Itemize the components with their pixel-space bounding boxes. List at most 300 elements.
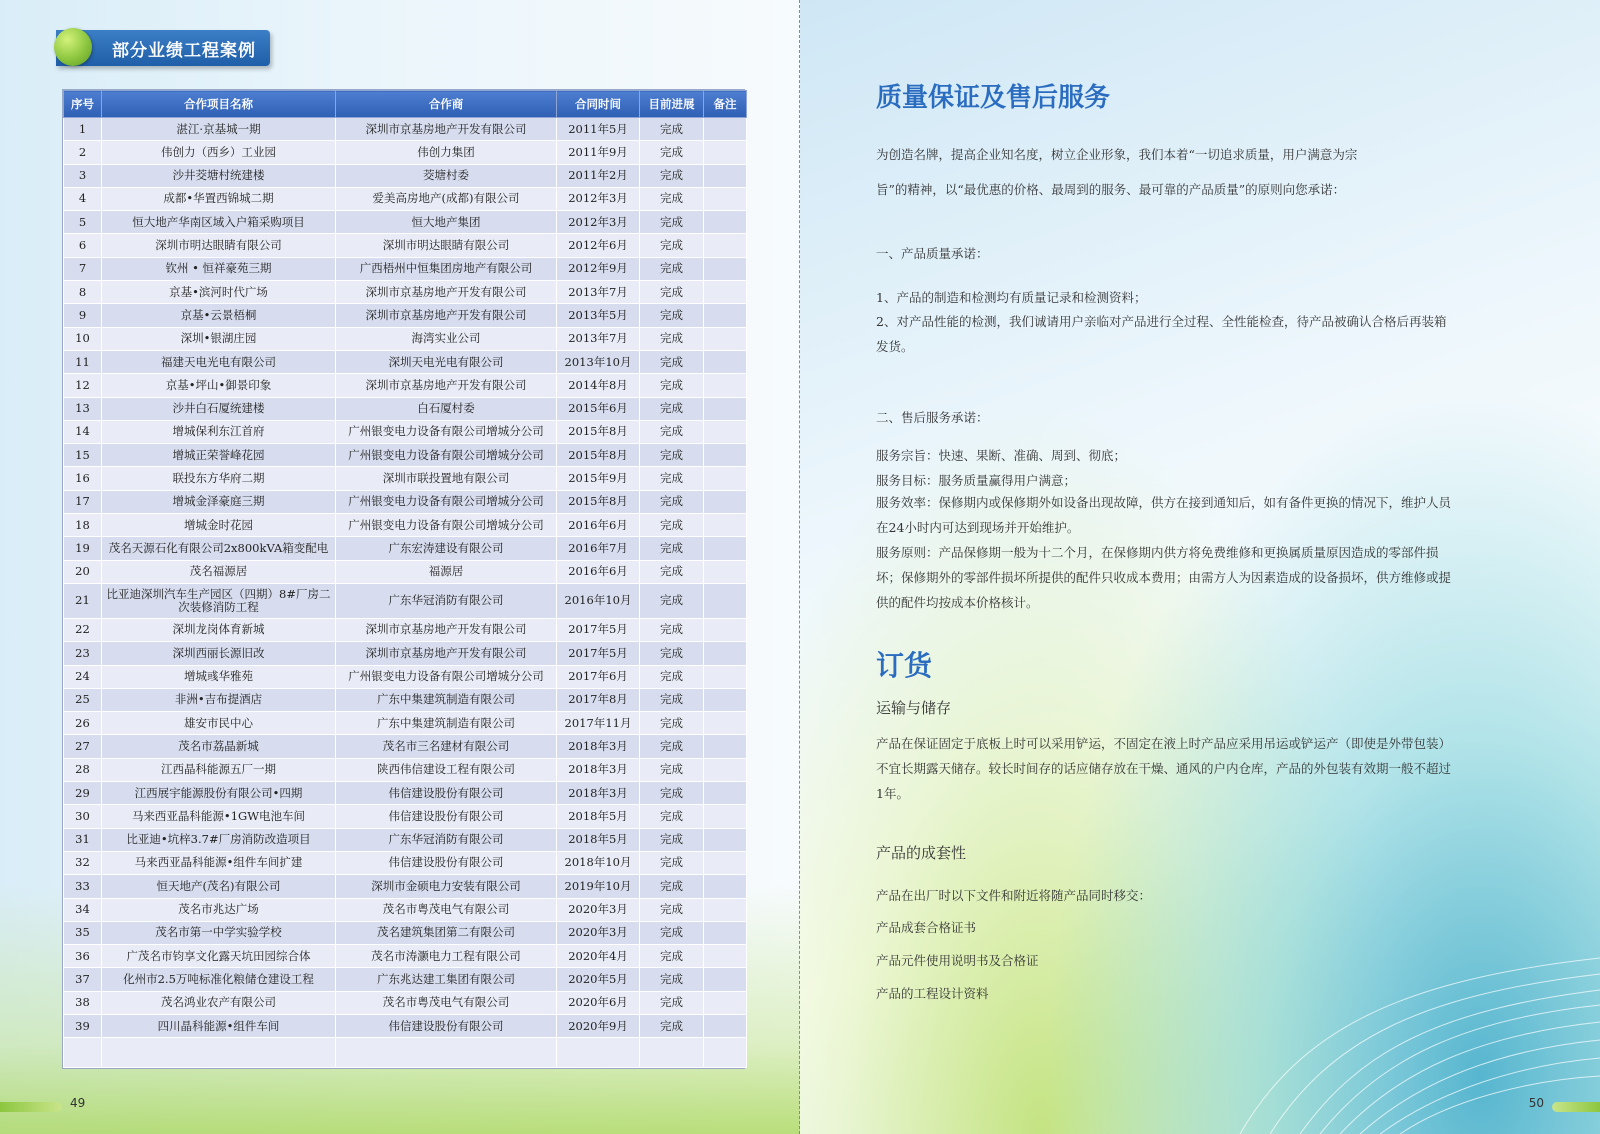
date-cell: 2015年8月 xyxy=(557,444,640,467)
remarks-cell xyxy=(704,921,747,944)
table-row xyxy=(64,921,747,944)
remarks-cell xyxy=(704,234,747,257)
service-principle: 服务原则：产品保修期一般为十二个月，在保修期内供方将免费维修和更换属质量原因造成的零部件损坏；保修期外的零部件损坏所提供的配件只收成本费用；由需方人为因素造成的设备损坏，供方维修或提供的配件均按成本价格核计。 xyxy=(876,545,1452,610)
index-cell: 32 xyxy=(64,851,102,874)
project-cell: 马来西亚晶科能源•1GW电池车间 xyxy=(102,805,336,828)
date-cell: 2017年5月 xyxy=(557,618,640,641)
empty-cell xyxy=(704,1038,747,1068)
remarks-cell xyxy=(704,642,747,665)
partner-cell: 茂名市粤茂电气有限公司 xyxy=(336,898,557,921)
partner-cell: 伟信建设股份有限公司 xyxy=(336,805,557,828)
table-row xyxy=(64,968,747,991)
status-cell: 完成 xyxy=(640,444,704,467)
section-title: 部分业绩工程案例 xyxy=(112,41,256,61)
doc-item-2: 产品元件使用说明书及合格证 xyxy=(876,953,1039,968)
table-row xyxy=(64,257,747,280)
table-row xyxy=(64,665,747,688)
index-cell: 3 xyxy=(64,164,102,187)
partner-cell: 广东华冠消防有限公司 xyxy=(336,583,557,618)
partner-cell: 广州银变电力设备有限公司增城分公司 xyxy=(336,444,557,467)
index-cell: 16 xyxy=(64,467,102,490)
date-cell: 2015年8月 xyxy=(557,490,640,513)
partner-cell: 广州银变电力设备有限公司增城分公司 xyxy=(336,514,557,537)
remarks-cell xyxy=(704,397,747,420)
index-cell: 25 xyxy=(64,688,102,711)
green-ball-icon xyxy=(54,28,92,66)
date-cell: 2011年5月 xyxy=(557,118,640,141)
partner-cell: 海湾实业公司 xyxy=(336,327,557,350)
doc-item-1: 产品成套合格证书 xyxy=(876,920,977,935)
partner-cell: 白石厦村委 xyxy=(336,397,557,420)
project-cell: 联投东方华府二期 xyxy=(102,467,336,490)
partner-cell: 广西梧州中恒集团房地产有限公司 xyxy=(336,257,557,280)
project-cell: 京基•云景梧桐 xyxy=(102,304,336,327)
status-cell: 完成 xyxy=(640,257,704,280)
project-cell: 深圳龙岗体育新城 xyxy=(102,618,336,641)
status-cell: 完成 xyxy=(640,397,704,420)
partner-cell: 广州银变电力设备有限公司增城分公司 xyxy=(336,420,557,443)
empty-cell xyxy=(557,1038,640,1068)
index-cell: 2 xyxy=(64,141,102,164)
remarks-cell xyxy=(704,898,747,921)
index-cell: 11 xyxy=(64,350,102,373)
project-cell: 比亚迪深圳汽车生产园区（四期）8#厂房二次装修消防工程 xyxy=(102,583,336,618)
status-cell: 完成 xyxy=(640,945,704,968)
index-cell: 36 xyxy=(64,945,102,968)
partner-cell: 伟创力集团 xyxy=(336,141,557,164)
remarks-cell xyxy=(704,560,747,583)
status-cell: 完成 xyxy=(640,467,704,490)
partner-cell: 广东中集建筑制造有限公司 xyxy=(336,688,557,711)
remarks-cell xyxy=(704,945,747,968)
status-cell: 完成 xyxy=(640,141,704,164)
partner-cell: 茭塘村委 xyxy=(336,164,557,187)
status-cell: 完成 xyxy=(640,665,704,688)
status-cell: 完成 xyxy=(640,327,704,350)
index-cell: 9 xyxy=(64,304,102,327)
status-cell: 完成 xyxy=(640,1014,704,1037)
index-cell: 15 xyxy=(64,444,102,467)
project-cell: 深圳•银湖庄园 xyxy=(102,327,336,350)
project-cell: 比亚迪•坑梓3.7#厂房消防改造项目 xyxy=(102,828,336,851)
partner-cell: 爱美高房地产(成都)有限公司 xyxy=(336,187,557,210)
project-cell: 非洲•吉布提酒店 xyxy=(102,688,336,711)
partner-cell: 深圳市联投置地有限公司 xyxy=(336,467,557,490)
status-cell: 完成 xyxy=(640,805,704,828)
col-header-partner: 合作商 xyxy=(336,91,557,118)
date-cell: 2020年3月 xyxy=(557,898,640,921)
index-cell: 14 xyxy=(64,420,102,443)
date-cell: 2018年10月 xyxy=(557,851,640,874)
index-cell: 23 xyxy=(64,642,102,665)
remarks-cell xyxy=(704,187,747,210)
index-cell: 20 xyxy=(64,560,102,583)
partner-cell: 深圳市京基房地产开发有限公司 xyxy=(336,618,557,641)
remarks-cell xyxy=(704,828,747,851)
table-row xyxy=(64,281,747,304)
date-cell: 2012年3月 xyxy=(557,211,640,234)
project-cell: 江西晶科能源五厂一期 xyxy=(102,758,336,781)
project-cell: 沙井白石厦统建楼 xyxy=(102,397,336,420)
remarks-cell xyxy=(704,420,747,443)
completeness-title: 产品的成套性 xyxy=(876,844,967,862)
remarks-cell xyxy=(704,211,747,234)
project-cell: 雄安市民中心 xyxy=(102,712,336,735)
project-cell: 茂名市兆达广场 xyxy=(102,898,336,921)
table-row xyxy=(64,374,747,397)
status-cell: 完成 xyxy=(640,688,704,711)
remarks-cell xyxy=(704,805,747,828)
project-cell: 四川晶科能源•组件车间 xyxy=(102,1014,336,1037)
date-cell: 2013年7月 xyxy=(557,327,640,350)
index-cell: 18 xyxy=(64,514,102,537)
remarks-cell xyxy=(704,875,747,898)
partner-cell: 茂名市涛灏电力工程有限公司 xyxy=(336,945,557,968)
remarks-cell xyxy=(704,1014,747,1037)
table-row xyxy=(64,828,747,851)
status-cell: 完成 xyxy=(640,851,704,874)
project-cell: 江西展宇能源股份有限公司•四期 xyxy=(102,782,336,805)
partner-cell: 深圳市明达眼睛有限公司 xyxy=(336,234,557,257)
col-header-index: 序号 xyxy=(64,91,102,118)
service-goal: 服务目标：服务质量赢得用户满意； xyxy=(876,473,1077,488)
status-cell: 完成 xyxy=(640,420,704,443)
date-cell: 2012年9月 xyxy=(557,257,640,280)
project-cell: 钦州 • 恒祥豪苑三期 xyxy=(102,257,336,280)
project-cell: 恒天地产(茂名)有限公司 xyxy=(102,875,336,898)
index-cell: 7 xyxy=(64,257,102,280)
index-cell: 26 xyxy=(64,712,102,735)
partner-cell: 广东兆达建工集团有限公司 xyxy=(336,968,557,991)
remarks-cell xyxy=(704,257,747,280)
status-cell: 完成 xyxy=(640,350,704,373)
table-row xyxy=(64,898,747,921)
date-cell: 2014年8月 xyxy=(557,374,640,397)
service-purpose: 服务宗旨：快速、果断、准确、周到、彻底； xyxy=(876,448,1127,463)
remarks-cell xyxy=(704,712,747,735)
table-header-row xyxy=(64,91,747,118)
remarks-cell xyxy=(704,327,747,350)
project-cell: 京基•坪山•御景印象 xyxy=(102,374,336,397)
table-row xyxy=(64,758,747,781)
project-cell: 马来西亚晶科能源•组件车间扩建 xyxy=(102,851,336,874)
date-cell: 2020年5月 xyxy=(557,968,640,991)
date-cell: 2020年3月 xyxy=(557,921,640,944)
index-cell: 38 xyxy=(64,991,102,1014)
table-row xyxy=(64,164,747,187)
page-number-bar xyxy=(0,1102,62,1112)
partner-cell: 广州银变电力设备有限公司增城分公司 xyxy=(336,490,557,513)
status-cell: 完成 xyxy=(640,234,704,257)
project-cell: 增城金泽豪庭三期 xyxy=(102,490,336,513)
project-cell: 湛江·京基城一期 xyxy=(102,118,336,141)
index-cell: 35 xyxy=(64,921,102,944)
date-cell: 2018年3月 xyxy=(557,758,640,781)
intro-line-2: 旨”的精神，以“最优惠的价格、最周到的服务、最可靠的产品质量”的原则向您承诺： xyxy=(876,182,1346,197)
status-cell: 完成 xyxy=(640,211,704,234)
empty-cell xyxy=(640,1038,704,1068)
table-row xyxy=(64,490,747,513)
index-cell: 19 xyxy=(64,537,102,560)
index-cell: 30 xyxy=(64,805,102,828)
partner-cell: 茂名建筑集团第二有限公司 xyxy=(336,921,557,944)
date-cell: 2013年10月 xyxy=(557,350,640,373)
index-cell: 6 xyxy=(64,234,102,257)
empty-cell xyxy=(336,1038,557,1068)
date-cell: 2016年6月 xyxy=(557,560,640,583)
remarks-cell xyxy=(704,968,747,991)
table-row-empty xyxy=(64,1038,747,1068)
partner-cell: 广东宏涛建设有限公司 xyxy=(336,537,557,560)
project-cell: 增城正荣誉峰花园 xyxy=(102,444,336,467)
date-cell: 2017年5月 xyxy=(557,642,640,665)
quality-title: 质量保证及售后服务 xyxy=(876,83,1111,113)
col-header-project: 合作项目名称 xyxy=(102,91,336,118)
index-cell: 27 xyxy=(64,735,102,758)
index-cell: 22 xyxy=(64,618,102,641)
service-efficiency: 服务效率：保修期内或保修期外如设备出现故障，供方在接到通知后，如有备件更换的情况下，维护人员在24小时内可达到现场并开始维护。 xyxy=(876,495,1452,535)
date-cell: 2018年5月 xyxy=(557,805,640,828)
date-cell: 2018年3月 xyxy=(557,782,640,805)
partner-cell: 广东中集建筑制造有限公司 xyxy=(336,712,557,735)
col-header-remarks: 备注 xyxy=(704,91,747,118)
remarks-cell xyxy=(704,467,747,490)
table-row xyxy=(64,805,747,828)
section1-item-1: 1、产品的制造和检测均有质量记录和检测资料； xyxy=(876,290,1147,305)
table-row xyxy=(64,735,747,758)
table-row xyxy=(64,467,747,490)
status-cell: 完成 xyxy=(640,490,704,513)
col-header-status: 目前进展 xyxy=(640,91,704,118)
remarks-cell xyxy=(704,514,747,537)
status-cell: 完成 xyxy=(640,281,704,304)
date-cell: 2016年6月 xyxy=(557,514,640,537)
remarks-cell xyxy=(704,782,747,805)
remarks-cell xyxy=(704,350,747,373)
partner-cell: 茂名市粤茂电气有限公司 xyxy=(336,991,557,1014)
project-cell: 恒大地产华南区域入户箱采购项目 xyxy=(102,211,336,234)
index-cell: 21 xyxy=(64,583,102,618)
date-cell: 2018年3月 xyxy=(557,735,640,758)
section1-title: 一、产品质量承诺： xyxy=(876,246,989,261)
remarks-cell xyxy=(704,583,747,618)
right-page xyxy=(800,0,1600,1134)
remarks-cell xyxy=(704,991,747,1014)
index-cell: 5 xyxy=(64,211,102,234)
section2-title: 二、售后服务承诺： xyxy=(876,410,989,425)
date-cell: 2020年4月 xyxy=(557,945,640,968)
project-cell: 广茂名市钧享文化露天坑田园综合体 xyxy=(102,945,336,968)
date-cell: 2011年2月 xyxy=(557,164,640,187)
section-header xyxy=(56,30,270,66)
table-row xyxy=(64,350,747,373)
table-row xyxy=(64,397,747,420)
project-cell: 沙井茭塘村统建楼 xyxy=(102,164,336,187)
project-cell: 成都•华置西锦城二期 xyxy=(102,187,336,210)
project-cell: 茂名福源居 xyxy=(102,560,336,583)
table-row xyxy=(64,1014,747,1037)
table-row xyxy=(64,118,747,141)
table-row xyxy=(64,945,747,968)
transport-title: 运输与储存 xyxy=(876,699,952,717)
completeness-intro: 产品在出厂时以下文件和附近将随产品同时移交： xyxy=(876,888,1152,903)
status-cell: 完成 xyxy=(640,921,704,944)
project-cell: 福建天电光电有限公司 xyxy=(102,350,336,373)
index-cell: 1 xyxy=(64,118,102,141)
partner-cell: 恒大地产集团 xyxy=(336,211,557,234)
index-cell: 8 xyxy=(64,281,102,304)
table-row xyxy=(64,851,747,874)
date-cell: 2011年9月 xyxy=(557,141,640,164)
date-cell: 2017年6月 xyxy=(557,665,640,688)
remarks-cell xyxy=(704,304,747,327)
table-row xyxy=(64,304,747,327)
status-cell: 完成 xyxy=(640,537,704,560)
project-cell: 化州市2.5万吨标准化粮储仓建设工程 xyxy=(102,968,336,991)
table-row xyxy=(64,583,747,618)
index-cell: 33 xyxy=(64,875,102,898)
table-row xyxy=(64,327,747,350)
date-cell: 2012年6月 xyxy=(557,234,640,257)
status-cell: 完成 xyxy=(640,164,704,187)
partner-cell: 深圳市金硕电力安装有限公司 xyxy=(336,875,557,898)
date-cell: 2012年3月 xyxy=(557,187,640,210)
status-cell: 完成 xyxy=(640,782,704,805)
status-cell: 完成 xyxy=(640,304,704,327)
project-cell: 茂名鸿业农产有限公司 xyxy=(102,991,336,1014)
table-row xyxy=(64,991,747,1014)
date-cell: 2016年10月 xyxy=(557,583,640,618)
remarks-cell xyxy=(704,118,747,141)
date-cell: 2015年9月 xyxy=(557,467,640,490)
project-cell: 增城保利东江首府 xyxy=(102,420,336,443)
status-cell: 完成 xyxy=(640,735,704,758)
date-cell: 2013年7月 xyxy=(557,281,640,304)
status-cell: 完成 xyxy=(640,991,704,1014)
partner-cell: 陕西伟信建设工程有限公司 xyxy=(336,758,557,781)
project-cell: 京基•滨河时代广场 xyxy=(102,281,336,304)
index-cell: 10 xyxy=(64,327,102,350)
status-cell: 完成 xyxy=(640,712,704,735)
remarks-cell xyxy=(704,665,747,688)
table-row xyxy=(64,420,747,443)
date-cell: 2015年6月 xyxy=(557,397,640,420)
partner-cell: 深圳市京基房地产开发有限公司 xyxy=(336,281,557,304)
index-cell: 31 xyxy=(64,828,102,851)
table-row xyxy=(64,875,747,898)
project-cell: 增城彧华雅苑 xyxy=(102,665,336,688)
remarks-cell xyxy=(704,688,747,711)
page-number-bar xyxy=(1552,1102,1600,1112)
date-cell: 2020年9月 xyxy=(557,1014,640,1037)
index-cell: 4 xyxy=(64,187,102,210)
remarks-cell xyxy=(704,444,747,467)
remarks-cell xyxy=(704,164,747,187)
partner-cell: 深圳市京基房地产开发有限公司 xyxy=(336,374,557,397)
table-row xyxy=(64,642,747,665)
index-cell: 13 xyxy=(64,397,102,420)
partner-cell: 茂名市三名建材有限公司 xyxy=(336,735,557,758)
project-cell: 深圳西丽长源旧改 xyxy=(102,642,336,665)
order-title: 订货 xyxy=(876,649,933,682)
table-row xyxy=(64,688,747,711)
index-cell: 12 xyxy=(64,374,102,397)
remarks-cell xyxy=(704,374,747,397)
partner-cell: 福源居 xyxy=(336,560,557,583)
status-cell: 完成 xyxy=(640,898,704,921)
date-cell: 2016年7月 xyxy=(557,537,640,560)
index-cell: 17 xyxy=(64,490,102,513)
intro-line-1: 为创造名牌，提高企业知名度，树立企业形象，我们本着“一切追求质量，用户满意为宗 xyxy=(876,147,1358,162)
col-header-date: 合同时间 xyxy=(557,91,640,118)
table-row xyxy=(64,618,747,641)
date-cell: 2019年10月 xyxy=(557,875,640,898)
date-cell: 2015年8月 xyxy=(557,420,640,443)
table-row xyxy=(64,514,747,537)
index-cell: 39 xyxy=(64,1014,102,1037)
remarks-cell xyxy=(704,141,747,164)
transport-text: 产品在保证固定于底板上时可以采用铲运，不固定在液上时产品应采用吊运或铲运产（即使是外带包装）不宜长期露天储存。较长时间存的话应储存放在干燥、通风的户内仓库，产品的外包装有效期一般不超过1年。 xyxy=(876,736,1452,801)
remarks-cell xyxy=(704,758,747,781)
table-row xyxy=(64,187,747,210)
status-cell: 完成 xyxy=(640,758,704,781)
partner-cell: 深圳天电光电有限公司 xyxy=(336,350,557,373)
partner-cell: 伟信建设股份有限公司 xyxy=(336,1014,557,1037)
index-cell: 24 xyxy=(64,665,102,688)
partner-cell: 伟信建设股份有限公司 xyxy=(336,851,557,874)
partner-cell: 伟信建设股份有限公司 xyxy=(336,782,557,805)
remarks-cell xyxy=(704,537,747,560)
index-cell: 28 xyxy=(64,758,102,781)
status-cell: 完成 xyxy=(640,583,704,618)
partner-cell: 广州银变电力设备有限公司增城分公司 xyxy=(336,665,557,688)
date-cell: 2013年5月 xyxy=(557,304,640,327)
date-cell: 2018年5月 xyxy=(557,828,640,851)
table-row xyxy=(64,211,747,234)
project-cell: 茂名市荔晶新城 xyxy=(102,735,336,758)
section1-item-2: 2、对产品性能的检测，我们诚请用户亲临对产品进行全过程、全性能检查，待产品被确认合格后再装箱发货。 xyxy=(876,314,1447,354)
remarks-cell xyxy=(704,281,747,304)
remarks-cell xyxy=(704,735,747,758)
table-row xyxy=(64,537,747,560)
remarks-cell xyxy=(704,618,747,641)
remarks-cell xyxy=(704,490,747,513)
status-cell: 完成 xyxy=(640,968,704,991)
status-cell: 完成 xyxy=(640,828,704,851)
table-row xyxy=(64,234,747,257)
project-cell: 伟创力（西乡）工业园 xyxy=(102,141,336,164)
date-cell: 2020年6月 xyxy=(557,991,640,1014)
page-number-left: 49 xyxy=(70,1096,86,1110)
project-cell: 增城金时花园 xyxy=(102,514,336,537)
status-cell: 完成 xyxy=(640,560,704,583)
table-row xyxy=(64,560,747,583)
status-cell: 完成 xyxy=(640,642,704,665)
status-cell: 完成 xyxy=(640,514,704,537)
index-cell: 37 xyxy=(64,968,102,991)
index-cell: 29 xyxy=(64,782,102,805)
index-cell: 34 xyxy=(64,898,102,921)
status-cell: 完成 xyxy=(640,374,704,397)
status-cell: 完成 xyxy=(640,875,704,898)
status-cell: 完成 xyxy=(640,187,704,210)
project-cell: 深圳市明达眼睛有限公司 xyxy=(102,234,336,257)
table-row xyxy=(64,782,747,805)
table-row xyxy=(64,444,747,467)
page-number-right: 50 xyxy=(1528,1096,1544,1110)
empty-cell xyxy=(102,1038,336,1068)
date-cell: 2017年11月 xyxy=(557,712,640,735)
